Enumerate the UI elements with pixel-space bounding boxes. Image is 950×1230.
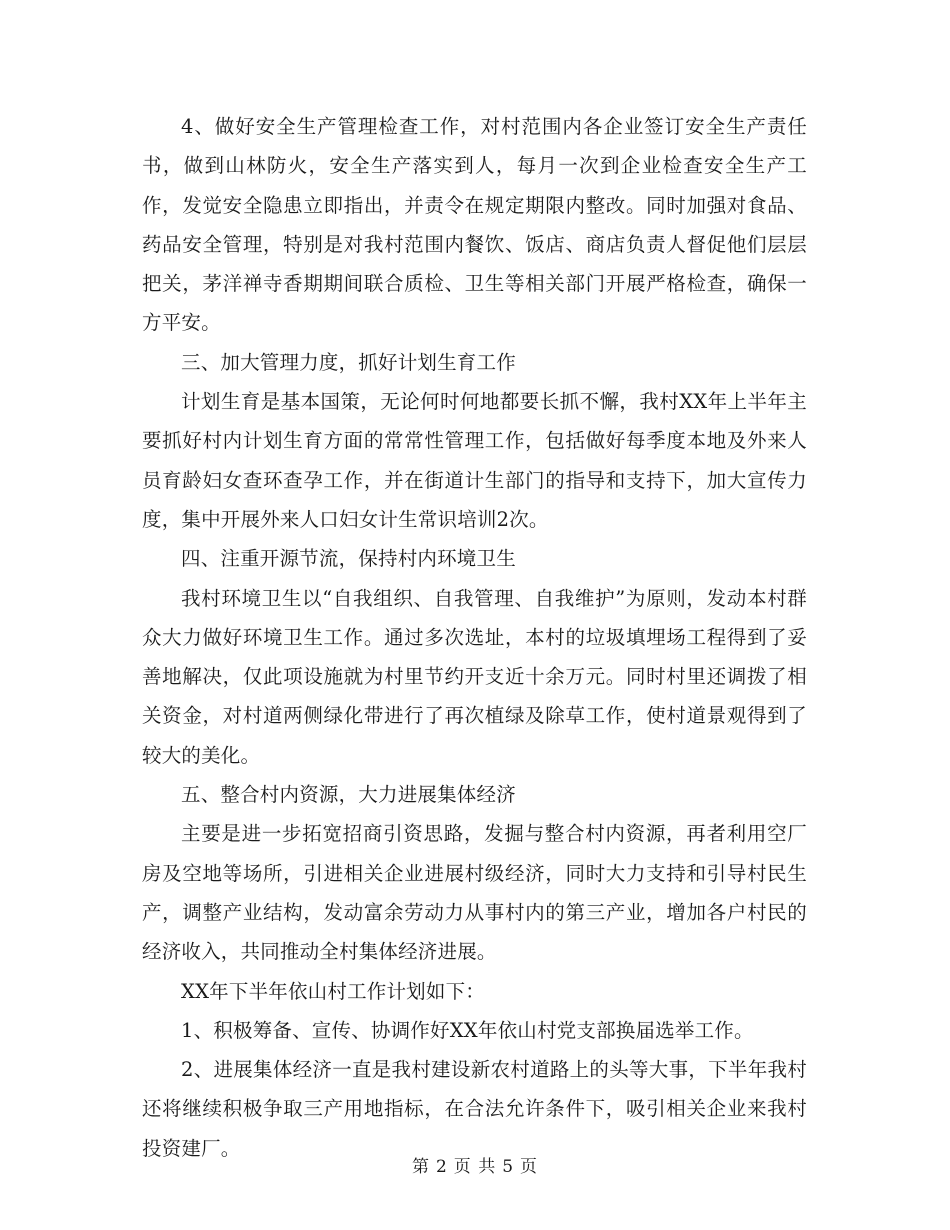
plan-item-1: 1、积极筹备、宣传、协调作好XX年依山村党支部换届选举工作。 <box>181 1018 754 1042</box>
document-body <box>142 107 807 1168</box>
footer-middle: 页 共 <box>453 1157 497 1177</box>
paragraph-safety-production: 4、做好安全生产管理检查工作，对村范围内各企业签订安全生产责任书，做到山林防火，安全生产落实到人，每月一次到企业检查安全生产工作，发觉安全隐患立即指出，并责令在规定期限内整改。同时加强对食品、药品安全管理，特别是对我村范围内餐饮、饭店、商店负责人督促他们层层把关，茅洋禅寺香期期间联合质检、卫生等相关部门开展严格检查，确保一方平安。 <box>142 115 807 335</box>
paragraph-environment: 我村环境卫生以“自我组织、自我管理、自我维护”为原则，发动本村群众大力做好环境卫生工作。通过多次选址，本村的垃圾填埋场工程得到了妥善地解决，仅此项设施就为村里节约开支近十余万元。同时村里还调拨了相关资金，对村道两侧绿化带进行了再次植绿及除草工作，使村道景观得到了较大的美化。 <box>142 586 807 767</box>
footer-total-pages: 5 <box>502 1157 515 1177</box>
page-footer <box>0 1152 950 1177</box>
heading-family-planning: 三、加大管理力度，抓好计划生育工作 <box>181 350 516 374</box>
plan-item-2: 2、进展集体经济一直是我村建设新农村道路上的头等大事，下半年我村还将继续积极争取三产用地指标，在合法允许条件下，吸引相关企业来我村投资建厂。 <box>142 1058 807 1160</box>
footer-page-number: 2 <box>435 1157 448 1177</box>
paragraph-collective-economy: 主要是进一步拓宽招商引资思路，发掘与整合村内资源，再者利用空厂房及空地等场所，引进相关企业进展村级经济，同时大力支持和引导村民生产，调整产业结构，发动富余劳动力从事村内的第三产业，增加各户村民的经济收入，共同推动全村集体经济进展。 <box>142 822 807 964</box>
paragraph-family-planning: 计划生育是基本国策，无论何时何地都要长抓不懈，我村XX年上半年主要抓好村内计划生育方面的常常性管理工作，包括做好每季度本地及外来人员育龄妇女查环查孕工作，并在街道计生部门的指导和支持下，加大宣传力度，集中开展外来人口妇女计生常识培训2次。 <box>142 390 807 531</box>
footer-prefix: 第 <box>411 1157 430 1177</box>
heading-environment: 四、注重开源节流，保持村内环境卫生 <box>181 547 516 571</box>
footer-suffix: 页 <box>520 1157 539 1177</box>
heading-collective-economy: 五、整合村内资源，大力进展集体经济 <box>181 783 516 807</box>
heading-second-half-plan: XX年下半年依山村工作计划如下： <box>181 979 485 1003</box>
